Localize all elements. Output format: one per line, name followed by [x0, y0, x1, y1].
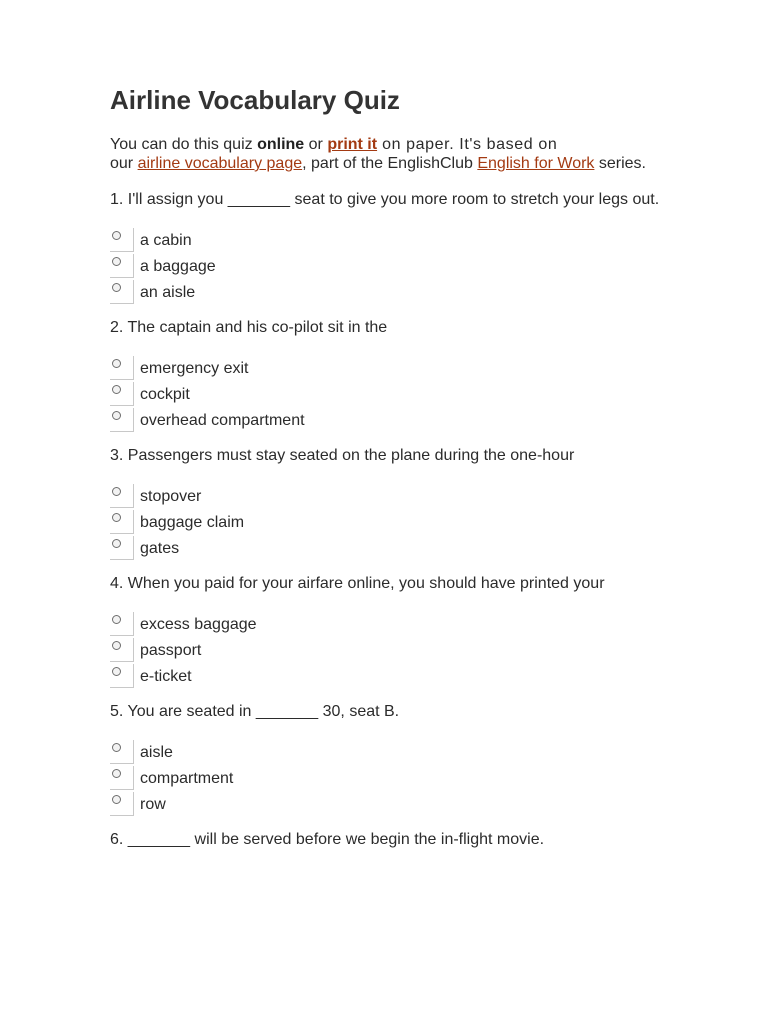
- radio-box: [110, 228, 134, 252]
- intro-paragraph: [110, 135, 670, 173]
- option-label: an aisle: [140, 284, 196, 301]
- options-list: [110, 482, 670, 560]
- radio-box: [110, 510, 134, 534]
- radio-button-icon[interactable]: [112, 231, 121, 240]
- option-item[interactable]: [110, 278, 670, 304]
- question-3: [110, 446, 670, 560]
- option-label: overhead compartment: [140, 412, 305, 429]
- radio-box: [110, 664, 134, 688]
- intro-text: or: [304, 136, 328, 153]
- radio-box: [110, 382, 134, 406]
- option-item[interactable]: [110, 252, 670, 278]
- english-for-work-link[interactable]: English for Work: [477, 155, 595, 172]
- radio-box: [110, 766, 134, 790]
- radio-box: [110, 638, 134, 662]
- option-item[interactable]: [110, 790, 670, 816]
- option-label: a cabin: [140, 232, 192, 249]
- question-text: 3. Passengers must stay seated on the plane during the one-hour: [110, 447, 575, 464]
- radio-button-icon[interactable]: [112, 411, 121, 420]
- radio-button-icon[interactable]: [112, 743, 121, 752]
- option-item[interactable]: [110, 482, 670, 508]
- radio-box: [110, 612, 134, 636]
- radio-button-icon[interactable]: [112, 385, 121, 394]
- intro-text: , part of the EnglishClub: [302, 155, 478, 172]
- radio-button-icon[interactable]: [112, 539, 121, 548]
- option-label: cockpit: [140, 386, 190, 403]
- radio-button-icon[interactable]: [112, 667, 121, 676]
- option-label: excess baggage: [140, 616, 257, 633]
- question-2: [110, 318, 670, 432]
- radio-box: [110, 356, 134, 380]
- radio-box: [110, 484, 134, 508]
- intro-text: on paper. It's based on: [377, 136, 558, 153]
- question-4: [110, 574, 670, 688]
- quiz-page: [110, 84, 670, 866]
- question-6: [110, 830, 670, 850]
- page-title: Airline Vocabulary Quiz: [110, 85, 400, 115]
- airline-vocabulary-link[interactable]: airline vocabulary page: [137, 155, 303, 172]
- radio-button-icon[interactable]: [112, 615, 121, 624]
- option-item[interactable]: [110, 226, 670, 252]
- option-item[interactable]: [110, 508, 670, 534]
- question-1: [110, 190, 670, 304]
- radio-box: [110, 280, 134, 304]
- radio-button-icon[interactable]: [112, 513, 121, 522]
- radio-button-icon[interactable]: [112, 487, 121, 496]
- question-text: 1. I'll assign you _______ seat to give you more room to stretch your legs out.: [110, 191, 660, 208]
- option-label: passport: [140, 642, 202, 659]
- option-item[interactable]: [110, 764, 670, 790]
- radio-button-icon[interactable]: [112, 359, 121, 368]
- question-text: 2. The captain and his co-pilot sit in the: [110, 319, 388, 336]
- option-item[interactable]: [110, 636, 670, 662]
- question-5: [110, 702, 670, 816]
- option-label: stopover: [140, 488, 202, 505]
- radio-button-icon[interactable]: [112, 257, 121, 266]
- option-label: emergency exit: [140, 360, 249, 377]
- radio-button-icon[interactable]: [112, 641, 121, 650]
- option-item[interactable]: [110, 380, 670, 406]
- question-text: 4. When you paid for your airfare online, you should have printed your: [110, 575, 605, 592]
- intro-text: our: [110, 155, 138, 172]
- radio-box: [110, 740, 134, 764]
- option-label: aisle: [140, 744, 173, 761]
- radio-button-icon[interactable]: [112, 769, 121, 778]
- option-item[interactable]: [110, 610, 670, 636]
- intro-text: series.: [594, 155, 646, 172]
- option-label: baggage claim: [140, 514, 245, 531]
- option-label: a baggage: [140, 258, 216, 275]
- option-item[interactable]: [110, 662, 670, 688]
- radio-button-icon[interactable]: [112, 283, 121, 292]
- options-list: [110, 354, 670, 432]
- radio-box: [110, 792, 134, 816]
- option-label: gates: [140, 540, 180, 557]
- options-list: [110, 226, 670, 304]
- option-item[interactable]: [110, 406, 670, 432]
- options-list: [110, 610, 670, 688]
- option-label: e-ticket: [140, 668, 192, 685]
- radio-box: [110, 254, 134, 278]
- option-item[interactable]: [110, 534, 670, 560]
- option-item[interactable]: [110, 354, 670, 380]
- print-it-link[interactable]: print it: [327, 136, 378, 153]
- intro-text: You can do this quiz: [110, 136, 258, 153]
- options-list: [110, 738, 670, 816]
- radio-button-icon[interactable]: [112, 795, 121, 804]
- option-label: row: [140, 796, 166, 813]
- radio-box: [110, 536, 134, 560]
- question-text: 5. You are seated in _______ 30, seat B.: [110, 703, 400, 720]
- question-text: 6. _______ will be served before we begin the in-flight movie.: [110, 831, 545, 848]
- online-emphasis: online: [257, 136, 305, 153]
- radio-box: [110, 408, 134, 432]
- option-label: compartment: [140, 770, 234, 787]
- option-item[interactable]: [110, 738, 670, 764]
